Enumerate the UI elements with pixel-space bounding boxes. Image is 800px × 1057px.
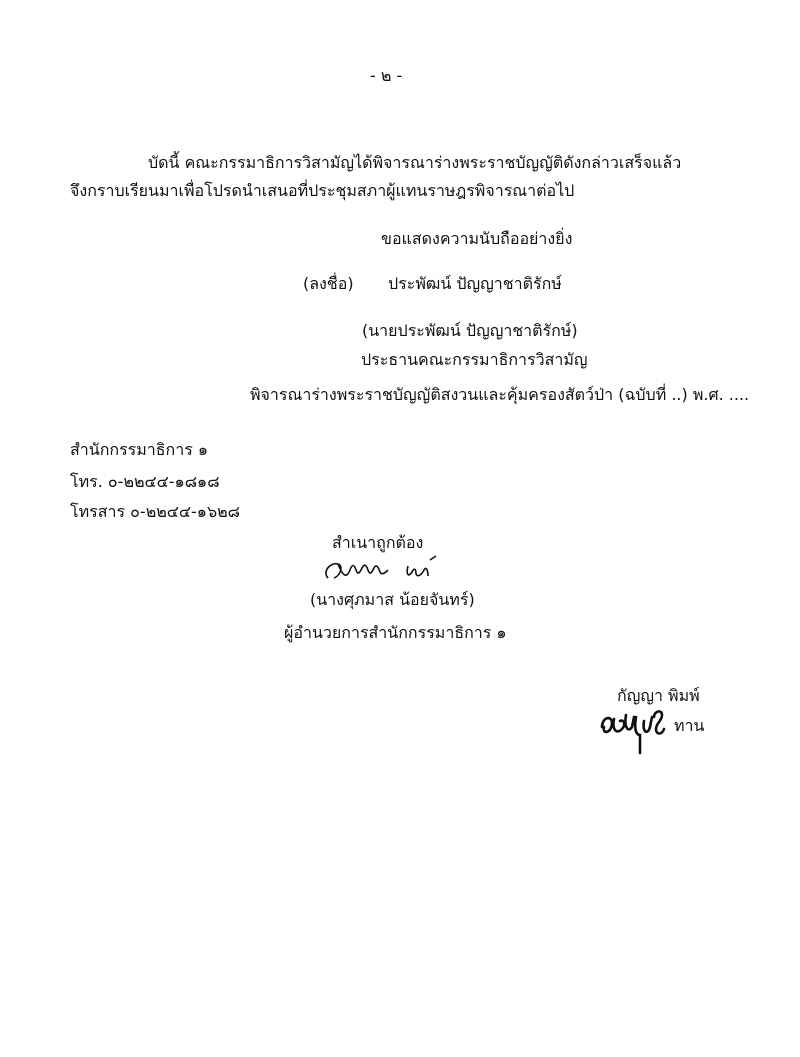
certifier-signature <box>320 550 455 590</box>
certifier-name: (นางศุภมาส น้อยจันทร์) <box>310 590 475 609</box>
signer-name: ประพัฒน์ ปัญญาชาติรักษ์ <box>388 274 562 293</box>
signer-position-line-1: ประธานคณะกรรมาธิการวิสามัญ <box>361 350 588 369</box>
sign-label: (ลงชื่อ) <box>303 274 354 293</box>
certifier-position: ผู้อำนวยการสำนักกรรมาธิการ ๑ <box>284 623 507 642</box>
checker-handwritten-signature <box>598 705 678 760</box>
closing-phrase: ขอแสดงความนับถืออย่างยิ่ง <box>381 229 573 248</box>
body-paragraph-line-2: จึงกราบเรียนมาเพื่อโปรดนำเสนอที่ประชุมสภาผู้แทนราษฎรพิจารณาต่อไป <box>70 181 575 200</box>
body-paragraph-line-1: บัดนี้ คณะกรรมาธิการวิสามัญได้พิจารณาร่างพระราชบัญญัติดังกล่าวเสร็จแล้ว <box>148 153 682 172</box>
checker-label: ทาน <box>674 716 705 735</box>
signer-position-line-2: พิจารณาร่างพระราชบัญญัติสงวนและคุ้มครองสัตว์ป่า (ฉบับที่ ..) พ.ศ. .... <box>250 385 750 404</box>
office-tel: โทร. ๐-๒๒๔๔-๑๘๑๘ <box>70 472 220 491</box>
certified-label: สำเนาถูกต้อง <box>332 533 424 552</box>
typist-name: กัญญา พิมพ์ <box>617 686 700 705</box>
page-number: - ๒ - <box>370 66 403 85</box>
office-name: สำนักกรรมาธิการ ๑ <box>70 440 209 459</box>
office-fax: โทรสาร ๐-๒๒๔๔-๑๖๒๘ <box>70 502 240 521</box>
signer-fullname: (นายประพัฒน์ ปัญญาชาติรักษ์) <box>362 321 578 340</box>
